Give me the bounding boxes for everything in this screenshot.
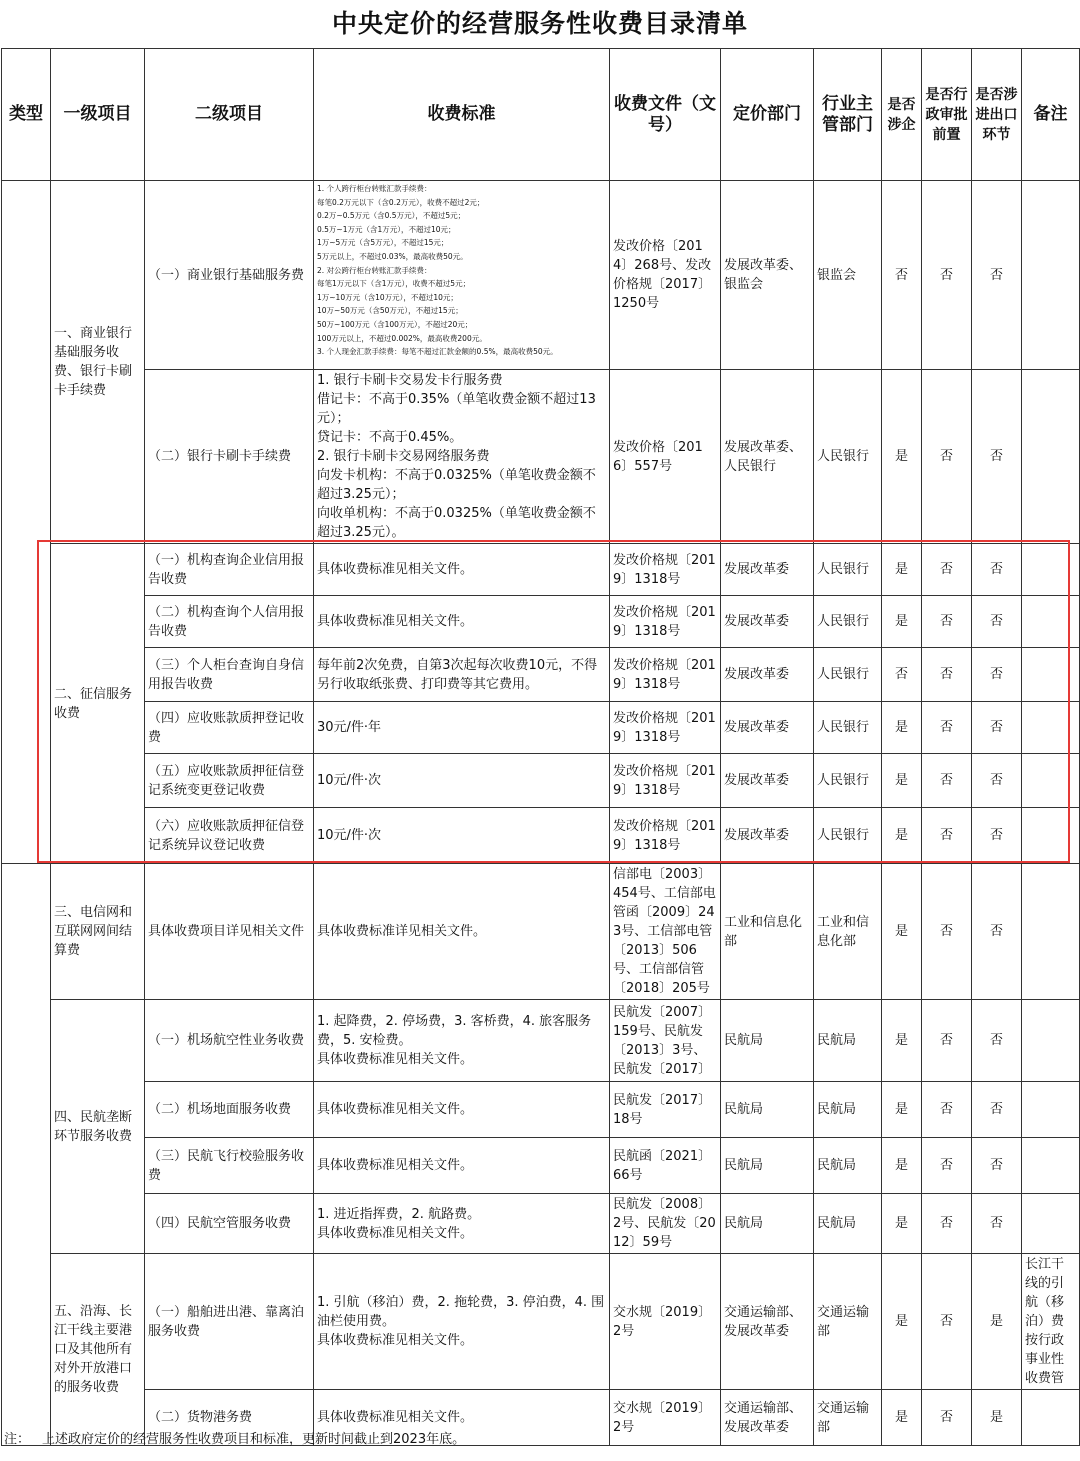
dept-cell: 工业和信息化部 [721, 864, 814, 1000]
remark-cell: 长江干线的引航（移泊）费按行政事业性收费管 [1022, 1254, 1080, 1390]
document-cell: 民航发〔2017〕18号 [610, 1082, 721, 1138]
enterprise-cell: 是 [882, 370, 922, 544]
approval-cell: 否 [922, 596, 972, 648]
page-title: 中央定价的经营服务性收费目录清单 [331, 9, 748, 38]
header-remark: 备注 [1022, 49, 1080, 181]
standard-cell: 具体收费标准见相关文件。 [314, 596, 610, 648]
industry-cell: 银监会 [814, 181, 882, 370]
standard-line: 50万~100万元（含100万元），不超过20元； [317, 319, 473, 329]
level2-cell: （五）应收账款质押征信登记系统变更登记收费 [145, 754, 314, 808]
header-port: 是否涉进出口环节 [972, 49, 1022, 181]
industry-cell: 人民银行 [814, 544, 882, 596]
header-level2: 二级项目 [145, 49, 314, 181]
remark-cell [1022, 1138, 1080, 1194]
header-standard: 收费标准 [314, 49, 610, 181]
dept-cell: 交通运输部、发展改革委 [721, 1254, 814, 1390]
enterprise-cell: 是 [882, 864, 922, 1000]
dept-cell: 发展改革委 [721, 596, 814, 648]
standard-line: 3. 个人现金汇款手续费：每笔不超过汇款金额的0.5%，最高收费50元。 [317, 347, 558, 357]
industry-cell: 交通运输部 [814, 1390, 882, 1446]
standard-line: 100万元以上，不超过0.002%，最高收费200元。 [317, 333, 487, 343]
remark-cell [1022, 596, 1080, 648]
enterprise-cell: 是 [882, 1000, 922, 1082]
enterprise-cell: 是 [882, 808, 922, 864]
remark-cell [1022, 864, 1080, 1000]
standard-cell: 具体收费标准详见相关文件。 [314, 864, 610, 1000]
enterprise-cell: 是 [882, 596, 922, 648]
enterprise-cell: 是 [882, 1390, 922, 1446]
approval-cell: 否 [922, 370, 972, 544]
footnote-text: 上述政府定价的经营服务性收费项目和标准，更新时间截止到2023年底。 [42, 1432, 466, 1447]
dept-cell: 发展改革委 [721, 648, 814, 702]
level2-cell: 具体收费项目详见相关文件 [145, 864, 314, 1000]
port-cell: 否 [972, 754, 1022, 808]
table-row [2, 808, 1080, 864]
industry-cell: 人民银行 [814, 702, 882, 754]
standard-line: 1. 起降费，2. 停场费，3. 客桥费，4. 旅客服务费，5. 安检费。 [317, 1014, 592, 1048]
dept-cell: 发展改革委 [721, 544, 814, 596]
table-row [2, 1000, 1080, 1082]
dept-cell: 发展改革委 [721, 808, 814, 864]
approval-cell: 否 [922, 181, 972, 370]
approval-cell: 否 [922, 702, 972, 754]
port-cell: 否 [972, 596, 1022, 648]
remark-cell [1022, 181, 1080, 370]
dept-cell: 民航局 [721, 1138, 814, 1194]
level2-cell: （二）机构查询个人信用报告收费 [145, 596, 314, 648]
standard-line: 2. 对公跨行柜台转账汇款手续费： [317, 265, 432, 275]
table-row [2, 1254, 1080, 1390]
port-cell: 否 [972, 808, 1022, 864]
port-cell: 是 [972, 1390, 1022, 1446]
dept-cell: 发展改革委 [721, 702, 814, 754]
document-cell: 民航发〔2008〕2号、民航发〔2012〕59号 [610, 1194, 721, 1254]
dept-cell: 民航局 [721, 1082, 814, 1138]
document-cell: 信部电〔2003〕454号、工信部电管函〔2009〕243号、工信部电管〔2013〕506号、工信部信管〔2018〕205号 [610, 864, 721, 1000]
document-cell: 发改价格规〔2019〕1318号 [610, 702, 721, 754]
approval-cell: 否 [922, 1082, 972, 1138]
dept-cell: 发展改革委、银监会 [721, 181, 814, 370]
standard-line: 1. 个人跨行柜台转账汇款手续费： [317, 184, 432, 193]
standard-line: 向发卡机构：不高于0.0325%（单笔收费金额不超过3.25元）； [317, 468, 596, 502]
enterprise-cell: 是 [882, 754, 922, 808]
standard-line: 向收单机构：不高于0.0325%（单笔收费金额不超过3.25元）。 [317, 506, 596, 540]
approval-cell: 否 [922, 864, 972, 1000]
enterprise-cell: 是 [882, 1138, 922, 1194]
standard-cell [314, 1194, 610, 1254]
standard-cell [314, 181, 610, 370]
industry-cell: 民航局 [814, 1194, 882, 1254]
remark-cell [1022, 370, 1080, 544]
table-row [2, 1194, 1080, 1254]
remark-cell [1022, 754, 1080, 808]
industry-cell: 交通运输部 [814, 1254, 882, 1390]
table-row [2, 544, 1080, 596]
port-cell: 否 [972, 1138, 1022, 1194]
standard-line: 1万~5万元（含5万元），不超过15元； [317, 238, 449, 248]
table-row [2, 596, 1080, 648]
standard-line: 1. 进近指挥费，2. 航路费。 [317, 1206, 481, 1222]
enterprise-cell: 是 [882, 1254, 922, 1390]
industry-cell: 民航局 [814, 1000, 882, 1082]
table-row [2, 1082, 1080, 1138]
industry-cell: 人民银行 [814, 648, 882, 702]
level2-cell: （一）商业银行基础服务费 [145, 181, 314, 370]
industry-cell: 人民银行 [814, 754, 882, 808]
standard-line: 贷记卡：不高于0.45%。 [317, 430, 463, 445]
remark-cell [1022, 1194, 1080, 1254]
standard-line: 0.5万~1万元（含1万元），不超过10元； [317, 224, 456, 234]
port-cell: 否 [972, 181, 1022, 370]
standard-cell [314, 1254, 610, 1390]
standard-line: 借记卡：不高于0.35%（单笔收费金额不超过13元）； [317, 392, 596, 426]
header-row [2, 49, 1080, 181]
port-cell: 否 [972, 544, 1022, 596]
standard-line: 1万~10万元（含10万元），不超过10元； [317, 292, 458, 302]
port-cell: 否 [972, 1194, 1022, 1254]
standard-cell [314, 370, 610, 544]
remark-cell [1022, 808, 1080, 864]
dept-cell: 民航局 [721, 1194, 814, 1254]
approval-cell: 否 [922, 1000, 972, 1082]
standard-cell: 具体收费标准见相关文件。 [314, 544, 610, 596]
document-cell: 发改价格〔2016〕557号 [610, 370, 721, 544]
table-row [2, 648, 1080, 702]
standard-line: 0.2万~0.5万元（含0.5万元），不超过5元； [317, 211, 466, 221]
enterprise-cell: 否 [882, 181, 922, 370]
document-cell: 发改价格规〔2019〕1318号 [610, 648, 721, 702]
standard-cell: 30元/件·年 [314, 702, 610, 754]
level2-cell: （一）船舶进出港、靠离泊服务收费 [145, 1254, 314, 1390]
remark-cell [1022, 648, 1080, 702]
industry-cell: 人民银行 [814, 596, 882, 648]
standard-line: 2. 银行卡刷卡交易网络服务费 [317, 449, 490, 464]
group-label: 三、电信网和互联网网间结算费 [51, 864, 145, 1000]
standard-line: 每笔1万元以下（含1万元），收费不超过5元； [317, 279, 471, 289]
header-document: 收费文件（文号） [610, 49, 721, 181]
group-label: 一、商业银行基础服务收费、银行卡刷卡手续费 [51, 181, 145, 544]
standard-line: 10万~50万元（含50万元），不超过15元； [317, 306, 463, 316]
document-cell: 发改价格规〔2019〕1318号 [610, 596, 721, 648]
header-level1: 一级项目 [51, 49, 145, 181]
level2-cell: （二）银行卡刷卡手续费 [145, 370, 314, 544]
enterprise-cell: 是 [882, 544, 922, 596]
enterprise-cell: 是 [882, 1082, 922, 1138]
footnote [4, 1428, 477, 1452]
level2-cell: （三）民航飞行校验服务收费 [145, 1138, 314, 1194]
document-cell: 发改价格规〔2019〕1318号 [610, 544, 721, 596]
standard-cell: 具体收费标准见相关文件。 [314, 1138, 610, 1194]
standard-cell: 具体收费标准见相关文件。 [314, 1390, 610, 1446]
document-cell: 发改价格规〔2019〕1318号 [610, 754, 721, 808]
table-row [2, 864, 1080, 1000]
level2-cell: （一）机场航空性业务收费 [145, 1000, 314, 1082]
standard-cell: 10元/件·次 [314, 808, 610, 864]
standard-line: 5万元以上，不超过0.03%，最高收费50元。 [317, 251, 468, 261]
header-dept: 定价部门 [721, 49, 814, 181]
level2-cell: （二）机场地面服务收费 [145, 1082, 314, 1138]
port-cell: 否 [972, 1082, 1022, 1138]
level2-cell: （六）应收账款质押征信登记系统异议登记收费 [145, 808, 314, 864]
industry-cell: 人民银行 [814, 808, 882, 864]
document-cell: 发改价格规〔2019〕1318号 [610, 808, 721, 864]
industry-cell: 人民银行 [814, 370, 882, 544]
remark-cell [1022, 1000, 1080, 1082]
remark-cell [1022, 702, 1080, 754]
level2-cell: （三）个人柜台查询自身信用报告收费 [145, 648, 314, 702]
dept-cell: 交通运输部、发展改革委 [721, 1390, 814, 1446]
standard-cell: 10元/件·次 [314, 754, 610, 808]
remark-cell [1022, 544, 1080, 596]
table-row [2, 370, 1080, 544]
standard-line: 1. 引航（移泊）费，2. 拖轮费，3. 停泊费，4. 围油栏使用费。 [317, 1295, 605, 1329]
level2-cell: （二）货物港务费 [145, 1390, 314, 1446]
header-approval: 是否行政审批前置 [922, 49, 972, 181]
level2-cell: （四）民航空管服务收费 [145, 1194, 314, 1254]
port-cell: 否 [972, 370, 1022, 544]
document-cell: 民航发〔2007〕159号、民航发〔2013〕3号、民航发〔2017〕 [610, 1000, 721, 1082]
approval-cell: 否 [922, 808, 972, 864]
port-cell: 否 [972, 864, 1022, 1000]
group-label: 四、民航垄断环节服务收费 [51, 1000, 145, 1254]
remark-cell [1022, 1082, 1080, 1138]
dept-cell: 发展改革委 [721, 754, 814, 808]
document-cell: 交水规〔2019〕2号 [610, 1254, 721, 1390]
port-cell: 否 [972, 1000, 1022, 1082]
standard-line: 1. 银行卡刷卡交易发卡行服务费 [317, 373, 503, 388]
standard-cell: 具体收费标准见相关文件。 [314, 1082, 610, 1138]
header-type: 类型 [2, 49, 51, 181]
approval-cell: 否 [922, 1254, 972, 1390]
level2-cell: （一）机构查询企业信用报告收费 [145, 544, 314, 596]
approval-cell: 否 [922, 544, 972, 596]
port-cell: 是 [972, 1254, 1022, 1390]
port-cell: 否 [972, 702, 1022, 754]
group-label: 二、征信服务收费 [51, 544, 145, 864]
standard-line: 具体收费标准见相关文件。 [317, 1052, 474, 1067]
header-enterprise: 是否涉企 [882, 49, 922, 181]
fee-table [1, 48, 1080, 1446]
table-row [2, 754, 1080, 808]
header-industry: 行业主管部门 [814, 49, 882, 181]
approval-cell: 否 [922, 1194, 972, 1254]
approval-cell: 否 [922, 754, 972, 808]
standard-line: 具体收费标准见相关文件。 [317, 1333, 474, 1348]
port-cell: 否 [972, 648, 1022, 702]
enterprise-cell: 是 [882, 1194, 922, 1254]
standard-cell [314, 1000, 610, 1082]
document-cell: 发改价格〔2014〕268号、发改价格规〔2017〕1250号 [610, 181, 721, 370]
level2-cell: （四）应收账款质押登记收费 [145, 702, 314, 754]
standard-cell: 每年前2次免费，自第3次起每次收费10元，不得另行收取纸张费、打印费等其它费用。 [314, 648, 610, 702]
group-label: 五、沿海、长江干线主要港口及其他所有对外开放港口的服务收费 [51, 1254, 145, 1446]
remark-cell [1022, 1390, 1080, 1446]
enterprise-cell: 否 [882, 648, 922, 702]
standard-line: 具体收费标准见相关文件。 [317, 1225, 474, 1241]
footnote-label: 注： [4, 1432, 31, 1447]
table-row [2, 181, 1080, 370]
dept-cell: 发展改革委、人民银行 [721, 370, 814, 544]
dept-cell: 民航局 [721, 1000, 814, 1082]
industry-cell: 工业和信息化部 [814, 864, 882, 1000]
standard-line: 每笔0.2万元以下（含0.2万元），收费不超过2元； [317, 197, 485, 207]
type-cell [2, 181, 51, 864]
enterprise-cell: 是 [882, 702, 922, 754]
table-row [2, 1138, 1080, 1194]
industry-cell: 民航局 [814, 1082, 882, 1138]
approval-cell: 否 [922, 1390, 972, 1446]
table-row [2, 702, 1080, 754]
industry-cell: 民航局 [814, 1138, 882, 1194]
approval-cell: 否 [922, 1138, 972, 1194]
approval-cell: 否 [922, 648, 972, 702]
type-cell [2, 864, 51, 1446]
document-cell: 民航函〔2021〕66号 [610, 1138, 721, 1194]
document-cell: 交水规〔2019〕2号 [610, 1390, 721, 1446]
